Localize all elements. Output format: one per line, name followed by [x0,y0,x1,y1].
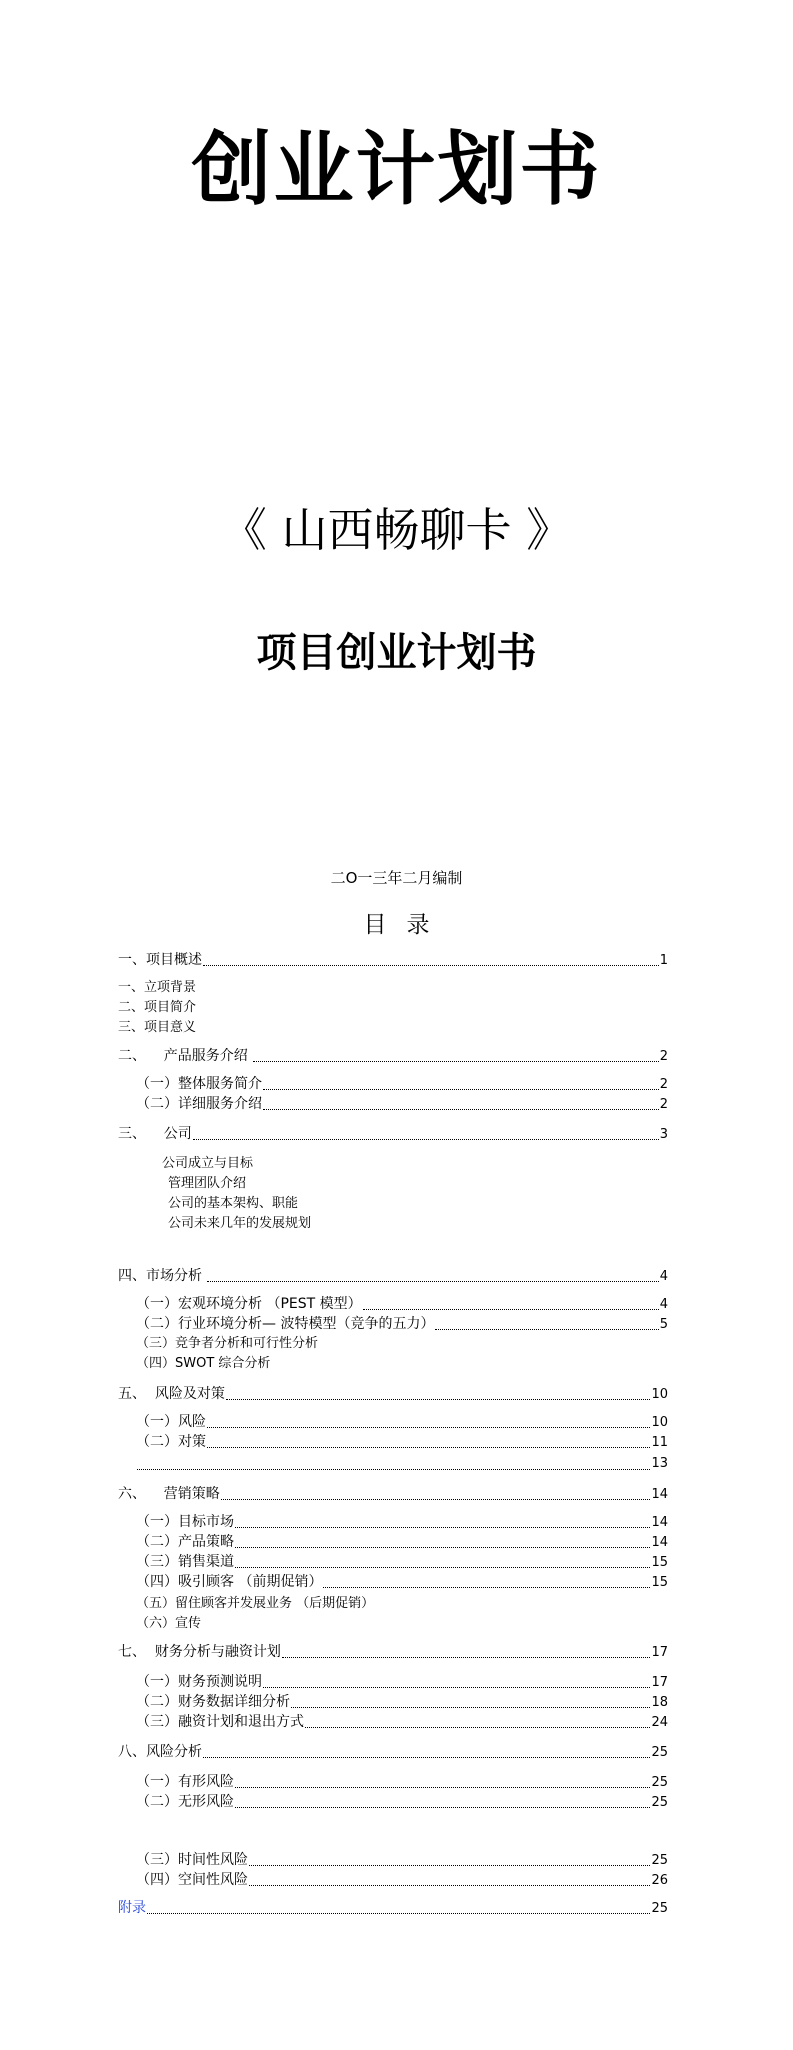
toc-entry[interactable]: （二）对策 11 [136,1434,668,1450]
toc-heading: 目录 [363,912,450,938]
toc-entry[interactable]: （四）吸引顾客 （前期促销） 15 [136,1574,668,1590]
toc-entry[interactable]: （四）空间性风险 26 [136,1872,668,1888]
toc-entry-appendix-link[interactable]: 附录 25 [118,1900,668,1916]
toc-entry[interactable]: （一）宏观环境分析 （PEST 模型） 4 [136,1296,668,1312]
toc-entry[interactable]: （三）时间性风险 25 [136,1852,668,1868]
toc-entry[interactable]: （三）销售渠道 15 [136,1554,668,1570]
cover-subtitle-plan: 项目创业计划书 [256,630,537,676]
toc-entry[interactable]: 八、风险分析 25 [118,1744,668,1760]
toc-entry[interactable]: 一、立项背景 [118,980,197,995]
toc-entry[interactable]: 13 [136,1454,668,1474]
toc-entry[interactable]: （二）行业环境分析— 波特模型（竞争的五力） 5 [136,1316,668,1332]
toc-entry[interactable]: 六、 营销策略 14 [118,1486,668,1502]
cover-date: 二O一三年二月编制 [330,869,463,887]
toc-entry[interactable]: （二）详细服务介绍 2 [136,1096,668,1112]
toc-entry[interactable]: （二）产品策略 14 [136,1534,668,1550]
toc-entry[interactable]: （三）竞争者分析和可行性分析 [136,1336,319,1351]
cover-subtitle: 《 山西畅聊卡 》 [220,503,573,557]
toc-entry[interactable]: 二、项目简介 [118,1000,197,1015]
toc-entry[interactable]: （六）宣传 [136,1616,202,1631]
toc-entry[interactable]: （四）SWOT 综合分析 [136,1356,271,1371]
toc-entry[interactable]: （一）整体服务简介 2 [136,1076,668,1092]
toc-entry[interactable]: 一、项目概述 1 [118,952,668,968]
toc-entry[interactable]: （一）风险 10 [136,1414,668,1430]
toc-entry[interactable]: （二）财务数据详细分析 18 [136,1694,668,1710]
toc-entry[interactable]: 二、 产品服务介绍 2 [118,1048,668,1064]
toc-entry[interactable]: 七、 财务分析与融资计划 17 [118,1644,668,1660]
toc-entry[interactable]: 三、项目意义 [118,1020,197,1035]
cover-title: 创业计划书 [191,123,602,216]
toc-entry[interactable]: （五）留住顾客并发展业务 （后期促销） [136,1596,375,1611]
toc-entry[interactable]: 四、市场分析 4 [118,1268,668,1284]
toc-entry[interactable]: （一）目标市场 14 [136,1514,668,1530]
toc-entry[interactable]: 公司的基本架构、职能 [168,1196,299,1211]
toc-entry[interactable]: 公司成立与目标 [162,1156,254,1171]
toc-entry[interactable]: （二）无形风险 25 [136,1794,668,1810]
toc-entry[interactable]: 五、 风险及对策 10 [118,1386,668,1402]
toc-entry[interactable]: 三、 公司 3 [118,1126,668,1142]
toc-entry[interactable]: 公司未来几年的发展规划 [168,1216,312,1231]
toc-entry[interactable]: （一）有形风险 25 [136,1774,668,1790]
toc-entry[interactable]: 管理团队介绍 [168,1176,247,1191]
toc-entry[interactable]: （三）融资计划和退出方式 24 [136,1714,668,1730]
toc-entry[interactable]: （一）财务预测说明 17 [136,1674,668,1690]
